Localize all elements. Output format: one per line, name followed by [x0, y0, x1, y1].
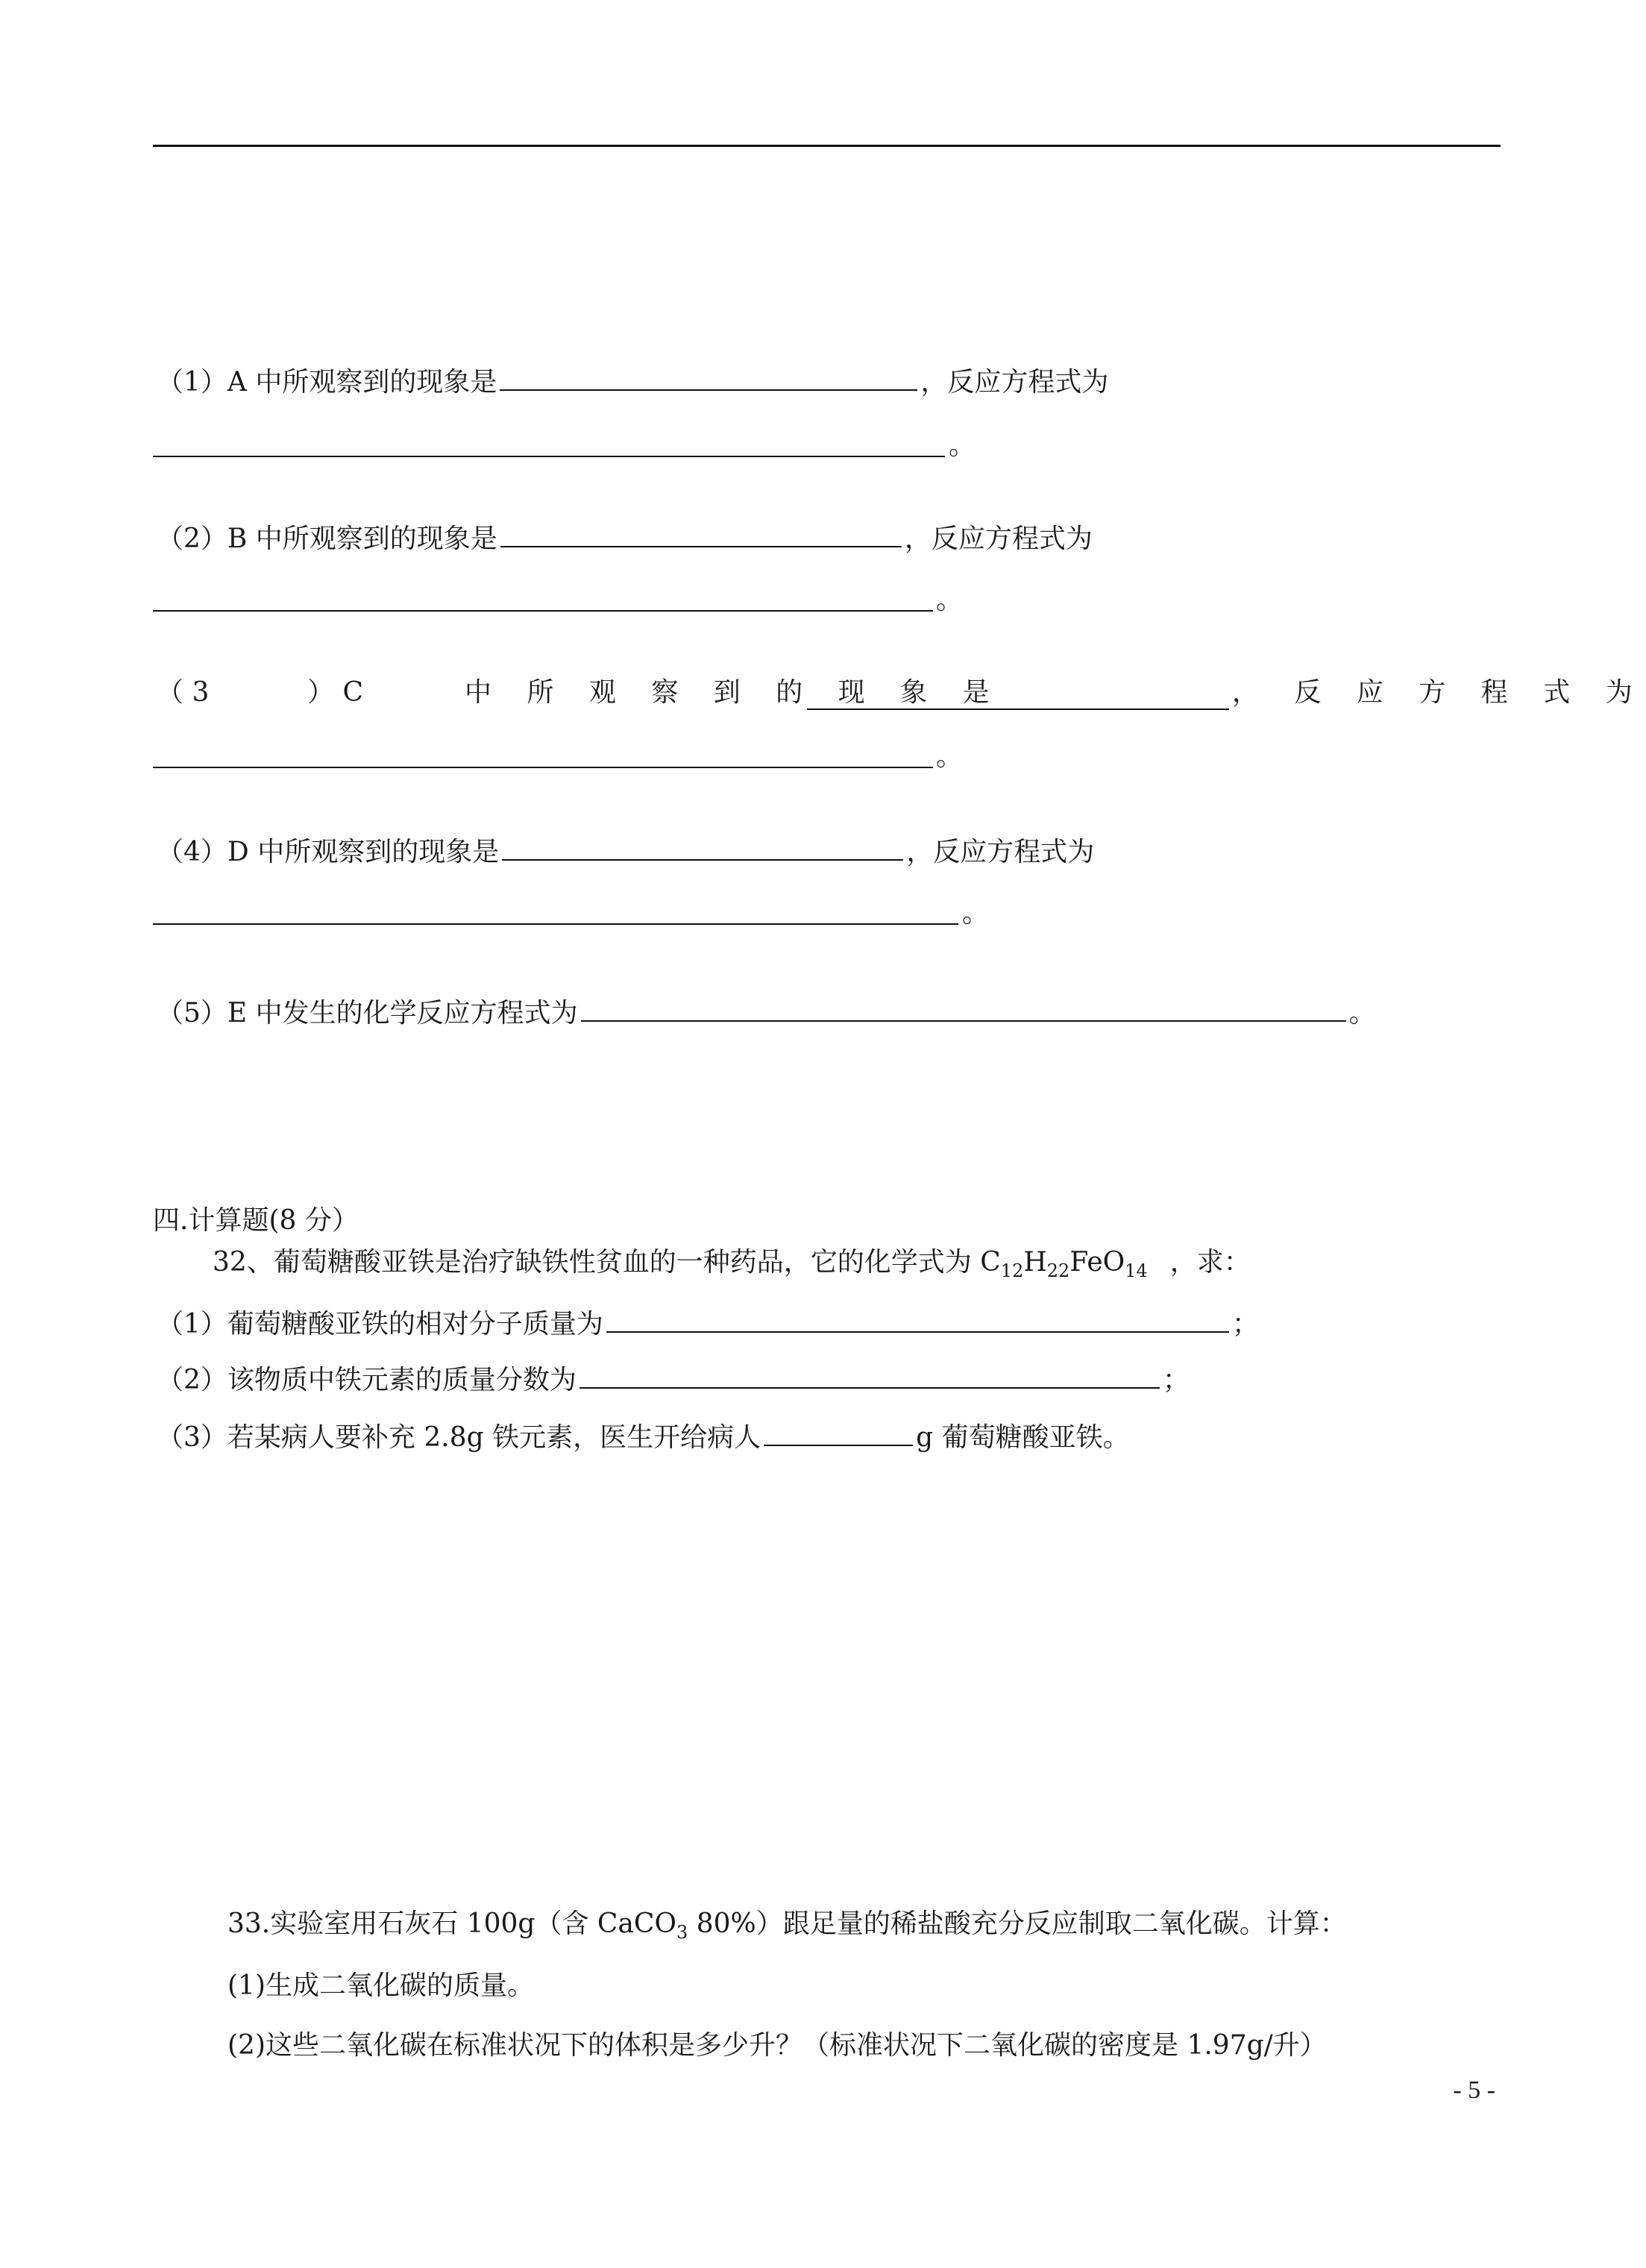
formula-feo: FeO	[1069, 1247, 1125, 1278]
q32-intro-text: 32、葡萄糖酸亚铁是治疗缺铁性贫血的一种药品，它的化学式为 C	[213, 1247, 1001, 1278]
q32-p2-blank[interactable]	[579, 1359, 1160, 1389]
q32-p1-end: ；	[1231, 1309, 1259, 1339]
q32-tail: ，求：	[1169, 1247, 1251, 1278]
q32-p1-text: （1）葡萄糖酸亚铁的相对分子质量为	[157, 1309, 603, 1339]
q4-mid: ，反应方程式为	[906, 837, 1095, 867]
q33-intro-b: 80%）跟足量的稀盐酸充分反应制取二氧化碳。计算：	[688, 1909, 1347, 1939]
q32-part2	[157, 1359, 1190, 1398]
q2-prefix: （2）B 中所观察到的现象是	[157, 524, 497, 554]
q4-phenomenon-blank[interactable]	[502, 831, 903, 861]
q3-prefix-b: ） C	[307, 677, 363, 708]
q33-intro	[227, 1907, 1347, 1950]
q3-mid: ， 反 应 方 程 式 为	[1232, 677, 1646, 708]
q32-p3-text: （3）若某病人要补充 2.8g 铁元素，医生开给病人	[157, 1422, 761, 1453]
q3-phenomenon-blank[interactable]	[807, 709, 1229, 710]
q2-line	[157, 518, 1093, 556]
q1-equation-blank[interactable]	[153, 456, 945, 457]
q32-p3-end: g 葡萄糖酸亚铁。	[916, 1422, 1130, 1453]
q3-prefix-a: （ 3	[157, 677, 210, 708]
formula-h: H	[1023, 1247, 1047, 1278]
q33-intro-a: 33.实验室用石灰石 100g（含 CaCO	[227, 1909, 676, 1939]
q4-line	[157, 831, 1094, 870]
page-number: - 5 -	[1453, 2076, 1495, 2104]
q5-line	[157, 992, 1376, 1031]
q1-phenomenon-blank[interactable]	[500, 361, 917, 391]
q1-mid: ，反应方程式为	[920, 367, 1109, 398]
q5-end: 。	[1348, 998, 1376, 1028]
q4-equation-blank[interactable]	[153, 923, 958, 925]
header-rule	[153, 145, 1501, 147]
q32-p1-blank[interactable]	[606, 1303, 1229, 1333]
formula-sub-o: 14	[1125, 1260, 1148, 1281]
q4-prefix: （4）D 中所观察到的现象是	[157, 837, 500, 867]
q32-p3-blank[interactable]	[764, 1416, 913, 1446]
q2-end: 。	[936, 585, 964, 615]
q33-part2: (2)这些二氧化碳在标准状况下的体积是多少升？（标准状况下二氧化碳的密度是 1.97g/升）	[227, 2030, 1327, 2061]
q5-equation-blank[interactable]	[581, 992, 1346, 1022]
q4-end: 。	[962, 898, 990, 929]
q3-prefix-c: 中 所 观 察 到 的 现 象 是	[465, 677, 1003, 708]
q3-end: 。	[936, 741, 964, 772]
q2-mid: ，反应方程式为	[904, 524, 1093, 554]
q32-part1	[157, 1303, 1259, 1342]
q1-line	[157, 361, 1108, 400]
q2-equation-blank[interactable]	[153, 610, 933, 612]
q32-intro	[213, 1245, 1251, 1288]
q3-equation-blank[interactable]	[153, 767, 933, 768]
q1-prefix: （1）A 中所观察到的现象是	[157, 367, 497, 398]
section4-title: 四.计算题(8 分）	[153, 1205, 359, 1236]
q33-sub: 3	[676, 1922, 688, 1943]
q1-end: 。	[949, 430, 976, 461]
q32-part3	[157, 1416, 1130, 1455]
formula-sub-c: 12	[1000, 1260, 1024, 1281]
q2-phenomenon-blank[interactable]	[500, 518, 902, 547]
formula-sub-h: 22	[1046, 1260, 1070, 1281]
q5-prefix: （5）E 中发生的化学反应方程式为	[157, 998, 578, 1028]
q32-p2-end: ；	[1162, 1365, 1190, 1395]
q32-p2-text: （2）该物质中铁元素的质量分数为	[157, 1365, 577, 1395]
q33-part1: (1)生成二氧化碳的质量。	[227, 1970, 534, 2001]
